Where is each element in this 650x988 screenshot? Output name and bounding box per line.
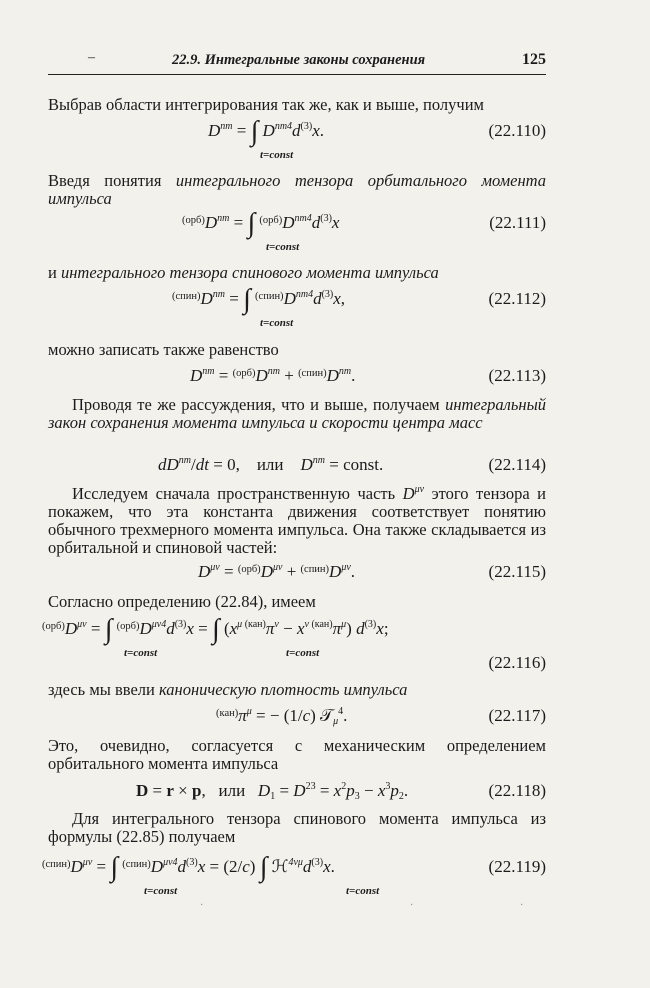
equation-number: (22.118): [488, 781, 546, 800]
term-canonical-density: каноническую плотность импульса: [158, 680, 408, 699]
print-speck: ·: [520, 900, 524, 911]
equation-number: (22.114): [488, 455, 546, 474]
page-number: 125: [522, 51, 546, 68]
equation-22-110: $D^{nm}$ = ∫ $D^{nm4}d^{(3)}x$. t=const (22.110): [208, 116, 546, 161]
paragraph-6: Исследуем сначала пространственную часть $D^{\mu\nu}$ этого тензора и покажем, что эта константа движения соответствует понятию обычного трехмерного момента импульса. Она также складывается из орбитальной и спиновой частей:: [48, 484, 546, 557]
term-orbital-tensor: интегрального тензора орбитального момента импульса: [48, 171, 547, 208]
equation-22-111: $^{(орб)}D^{nm}$ = ∫ $^{(орб)}D^{nm4}d^{(3)}x$ t=const (22.111): [182, 208, 546, 253]
paragraph-3: и интегрального тензора спинового момента импульса: [48, 263, 439, 282]
paragraph-8: здесь мы ввели каноническую плотность импульса: [48, 680, 408, 699]
print-speck: ·: [200, 900, 204, 911]
paragraph-1: Выбрав области интегрирования так же, как и выше, получим: [48, 95, 484, 114]
integral-limit-2: t=const: [346, 885, 380, 897]
integral-limit-1: t=const: [124, 647, 158, 659]
equation-22-112: $^{(спин)}D^{nm}$ = ∫ $^{(спин)}D^{nm4}d^{(3)}x$, t=const (22.112): [172, 284, 546, 329]
equation-number: (22.117): [488, 706, 546, 725]
header-mark: –: [88, 50, 95, 65]
equation-number: (22.110): [488, 121, 546, 140]
equation-22-114: $dD^{nm}/dt = 0$, или $D^{nm}$ = const. (22.114): [158, 455, 546, 474]
integral-limit-2: t=const: [286, 647, 320, 659]
running-header: [48, 50, 546, 75]
equation-22-113: $D^{nm} = ^{(орб)}D^{nm} + ^{(спин)}D^{nm}$. (22.113): [190, 366, 546, 385]
paragraph-10: Для интегрального тензора спинового момента импульса из формулы (22.85) получаем: [48, 809, 546, 846]
integral-limit: t=const: [260, 149, 294, 161]
equation-number: (22.111): [489, 213, 546, 232]
integral-limit: t=const: [260, 317, 294, 329]
integral-limit-1: t=const: [144, 885, 178, 897]
print-speck: ·: [410, 900, 414, 911]
equation-22-119: $^{(спин)}D^{\mu\nu}$ = ∫ $^{(спин)}D^{\mu\nu 4}d^{(3)}x = (2/c)$ ∫ $ℋ^{4\nu\mu}d^{(3)}x$. t=const t=const (22.119): [42, 852, 546, 897]
paragraph-9: Это, очевидно, согласуется с механическим определением орбитального момента импульса: [48, 736, 546, 773]
term-spin-tensor: интегрального тензора спинового момента импульса: [60, 263, 439, 282]
paragraph-7: Согласно определению (22.84), имеем: [48, 592, 316, 611]
paragraph-5: Проводя те же рассуждения, что и выше, получаем интегральный закон сохранения момента импульса и скорости центра масс: [48, 395, 546, 432]
equation-number: (22.116): [488, 653, 546, 672]
equation-number: (22.113): [488, 366, 546, 385]
integral-limit: t=const: [266, 241, 300, 253]
equation-number: (22.119): [488, 857, 546, 876]
equation-number: (22.115): [488, 562, 546, 581]
equation-22-116: $^{(орб)}D^{\mu\nu}$ = ∫ $^{(орб)}D^{\mu\nu 4}d^{(3)}x$ = ∫ $(x^{\mu (кан)}\pi^\nu - x^{\nu (кан)}\pi^\mu)$ $d^{(3)}x$; t=const t=const (22.116): [42, 614, 546, 672]
equation-number: (22.112): [488, 289, 546, 308]
equation-22-118: D = r × p, или $D_1 = D^{23} = x^2p_3 - x^3p_2$. (22.118): [136, 781, 546, 802]
paragraph-2: Введя понятия интегрального тензора орбитального момента импульса: [48, 171, 547, 208]
term-conservation-law: интегральный закон сохранения момента импульса и скорости центра масс: [48, 395, 546, 432]
header-title: 22.9. Интегральные законы сохранения: [172, 52, 426, 68]
equation-22-117: $^{(кан)}\pi^\mu$ = − (1/c) 𝒯$_\mu^4$. (22.117): [216, 706, 546, 727]
paragraph-4: можно записать также равенство: [48, 340, 279, 359]
equation-22-115: $D^{\mu\nu} = ^{(орб)}D^{\mu\nu} + ^{(спин)}D^{\mu\nu}$. (22.115): [198, 562, 546, 581]
